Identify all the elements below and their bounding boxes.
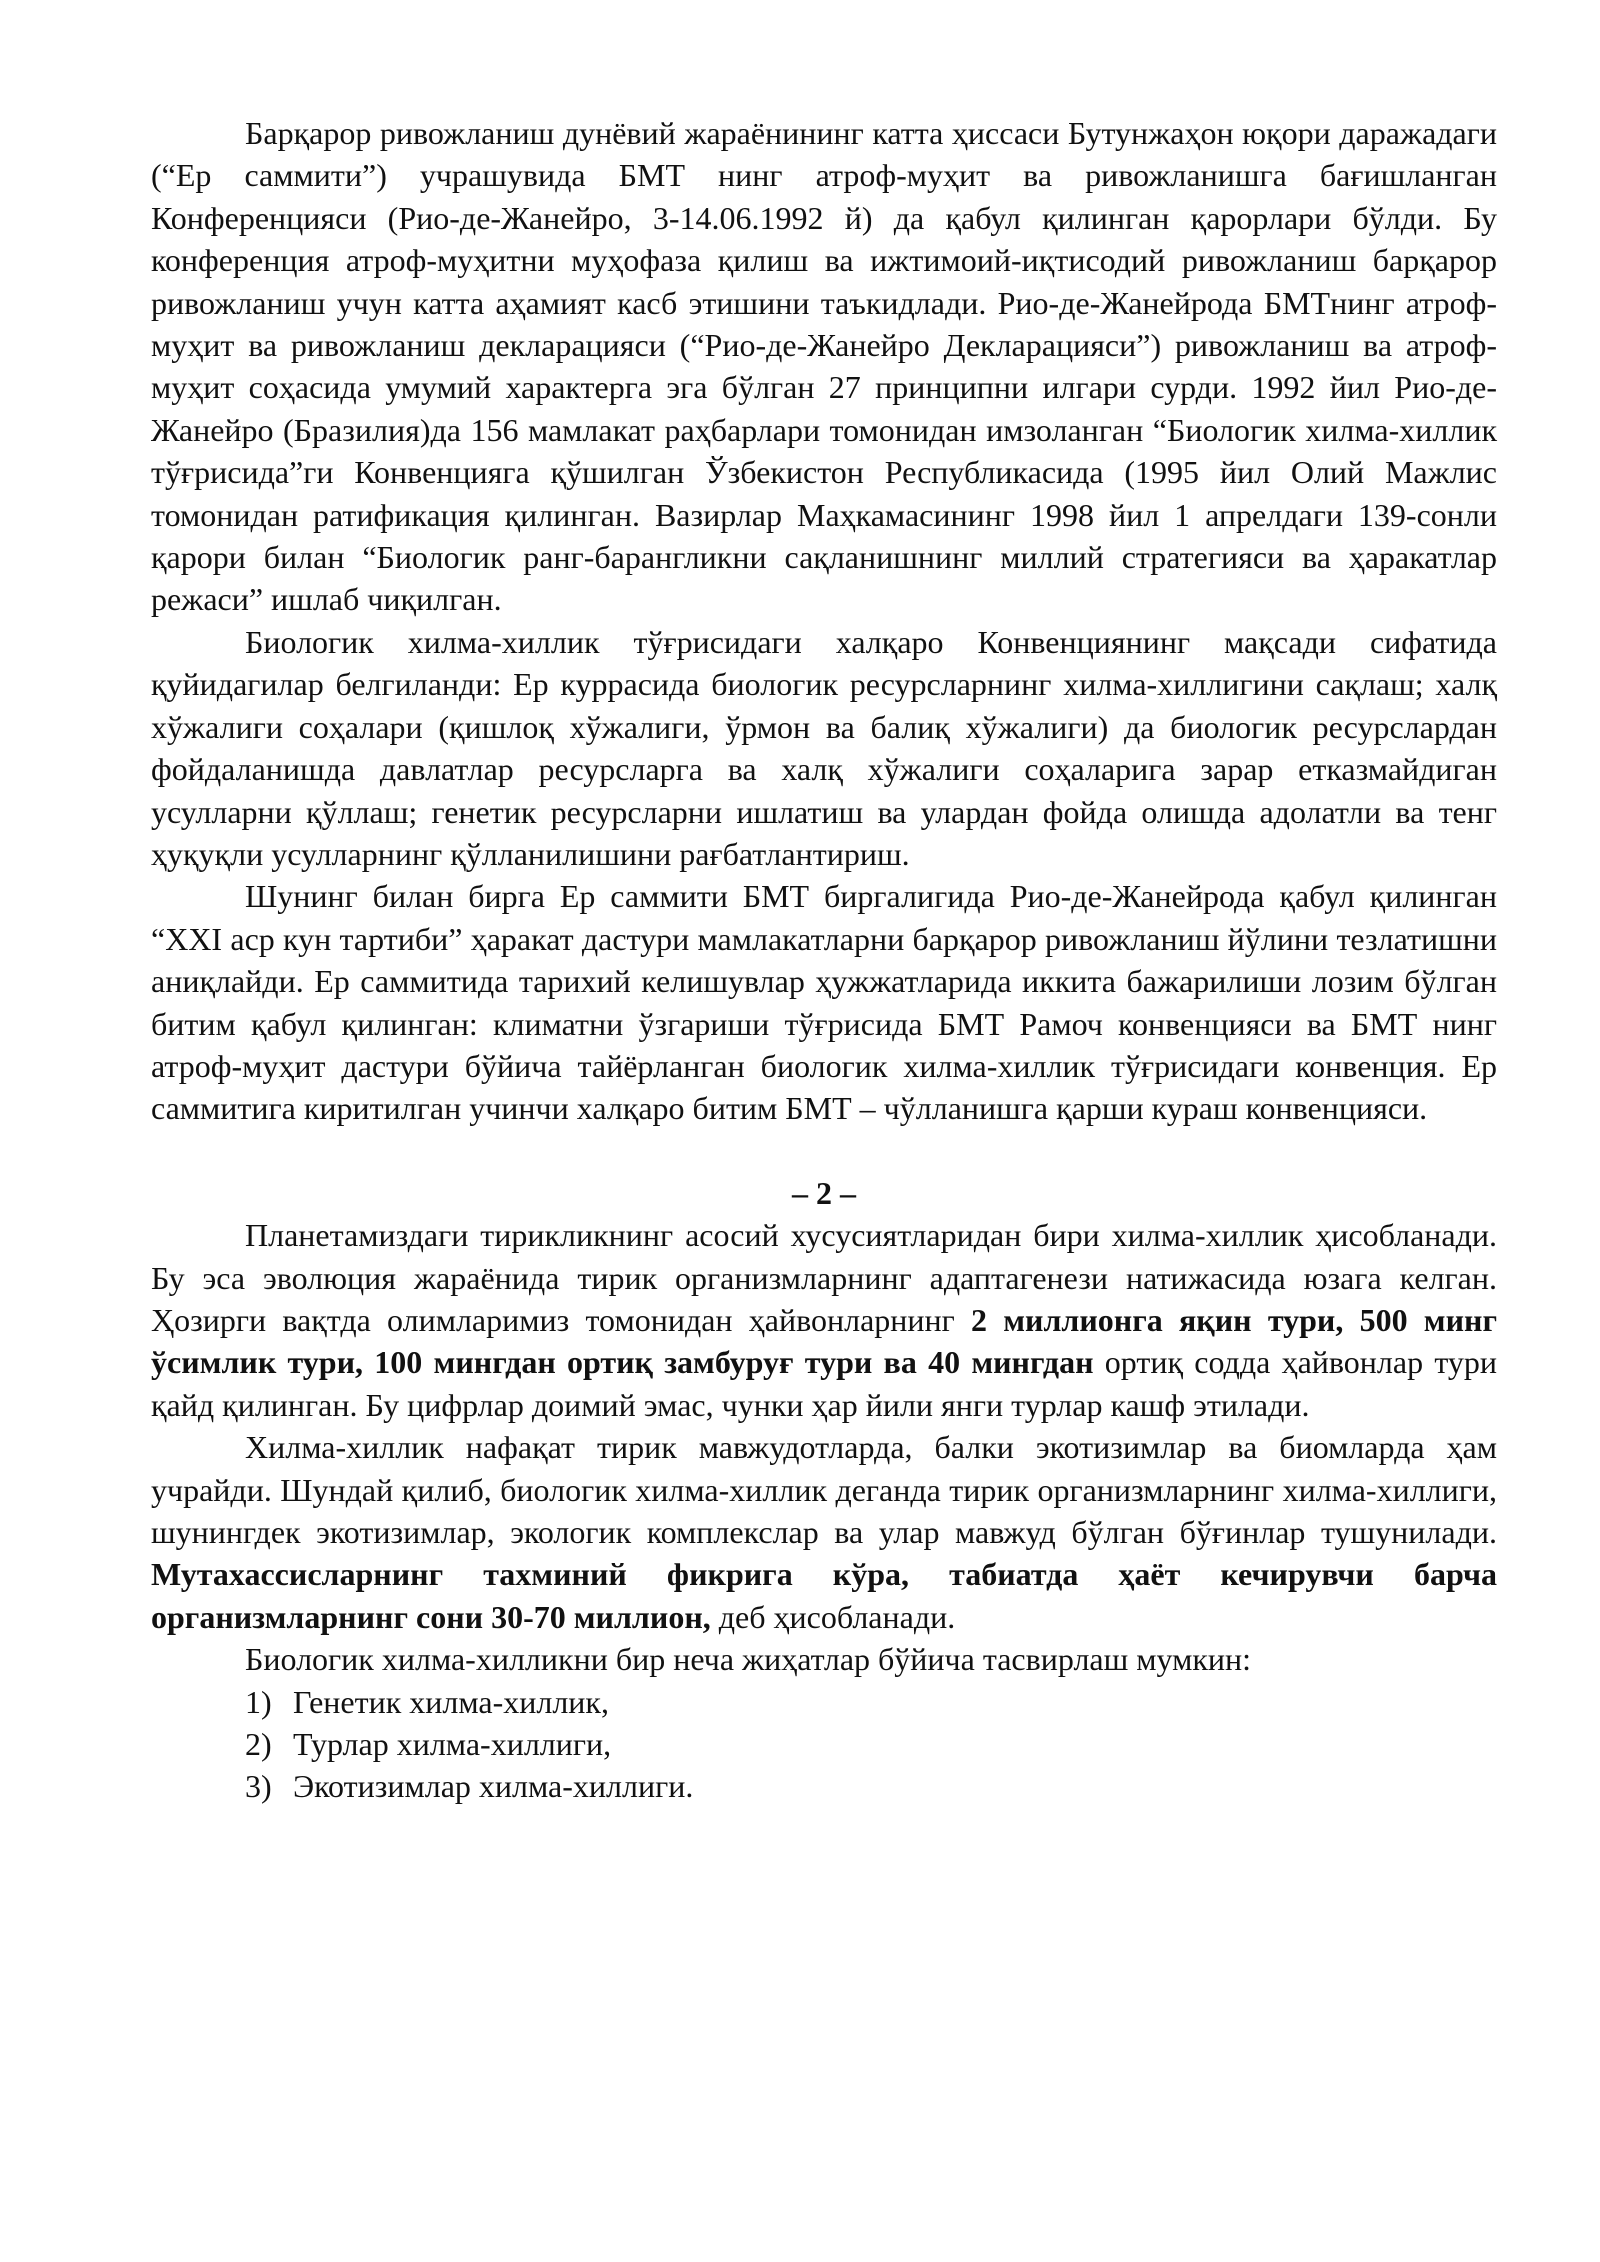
paragraph-ecosystem-diversity: [151, 1426, 1497, 1638]
list-item-text: Генетик хилма-хиллик,: [293, 1683, 609, 1720]
text-run: ортиқ содда ҳайвонлар тури қайд қилинган. Бу цифрлар доимий эмас, чунки ҳар йили янги турлар кашф этилади.: [151, 1344, 1498, 1423]
aspects-list: [151, 1681, 1497, 1808]
list-item-text: Турлар хилма-хиллиги,: [293, 1726, 612, 1763]
document-page: [151, 112, 1497, 1808]
text-run: Хилма-хиллик нафақат тирик мавжудотларда, балки экотизимлар ва биомларда ҳам учрайди. Шундай қилиб, биологик хилма-хиллик деганда тирик организмларнинг хилма-хиллиги, шунингдек экотизимлар, экологик комплекслар ва улар мавжуд бўлган бўғинлар тушунилади.: [151, 1429, 1497, 1550]
text-run: деб ҳисобланади.: [710, 1598, 956, 1635]
paragraph-rio-summit: Барқарор ривожланиш дунёвий жараёнининг катта ҳиссаси Бутунжаҳон юқори даражадаги (“Ер саммити”) учрашувида БМТ нинг атроф-муҳит ва ривожланишга бағишланган Конференцияси (Рио-де-Жанейро, 3-14.06.1992 й) да қабул қилинган қарорлари бўлди. Бу конференция атроф-муҳитни муҳофаза қилиш ва ижтимоий-иқтисодий ривожланиш барқарор ривожланиш учун катта аҳамият касб этишини таъкидлади. Рио-де-Жанейрода БМТнинг атроф-муҳит ва ривожланиш декларацияси (“Рио-де-Жанейро Декларацияси”) ривожланиш ва атроф-муҳит соҳасида умумий характерга эга бўлган 27 принципни илгари сурди. 1992 йил Рио-де-Жанейро (Бразилия)да 156 мамлакат раҳбарлари томонидан имзоланган “Биологик хилма-хиллик тўғрисида”ги Конвенцияга қўшилган Ўзбекистон Республикасида (1995 йил Олий Мажлис томонидан ратификация қилинган. Вазирлар Маҳкамасининг 1998 йил 1 апрелдаги 139-сонли қарори билан “Биологик ранг-барангликни сақланишнинг миллий стратегияси ва ҳаракатлар режаси” ишлаб чиқилган.: [151, 115, 1497, 618]
bold-text-run: Мутахассисларнинг тахминий фикрига кўра, табиатда ҳаёт кечирувчи барча организмларнинг сони 30-70 миллион,: [151, 1556, 1497, 1635]
list-item-number: 1): [245, 1683, 272, 1720]
text-run: Планетамиздаги тирикликнинг асосий хусусиятларидан бири хилма-хиллик ҳисобланади. Бу эса эволюция жараёнида тирик организмларнинг адаптагенези натижасида юзага келган. Ҳозирги вақтда олимларимиз томонидан ҳайвонларнинг: [151, 1217, 1497, 1338]
list-item: [151, 1765, 1497, 1807]
paragraph-aspects-intro: Биологик хилма-хилликни бир неча жиҳатлар бўйича тасвирлаш мумкин:: [245, 1641, 1252, 1678]
paragraph-convention-goals: Биологик хилма-хиллик тўғрисидаги халқаро Конвенциянинг мақсади сифатида қуйидагилар белгиланди: Ер куррасида биологик ресурсларнинг хилма-хиллигини сақлаш; халқ хўжалиги соҳалари (қишлоқ хўжалиги, ўрмон ва балиқ хўжалиги) да биологик ресурслардан фойдаланишда давлатлар ресурсларга ва халқ хўжалиги соҳаларига зарар етказмайдиган усулларни қўллаш; генетик ресурсларни ишлатиш ва улардан фойда олишда адолатли ва тенг ҳуқуқли усулларнинг қўлланилишини рағбатлантириш.: [151, 623, 1497, 872]
section-number: – 2 –: [792, 1174, 856, 1211]
list-item-number: 2): [245, 1726, 272, 1763]
paragraph-agenda-21: Шунинг билан бирга Ер саммити БМТ биргалигида Рио-де-Жанейрода қабул қилинган “XXI аср кун тартиби” ҳаракат дастури мамлакатларни барқарор ривожланиш йўлини тезлатишни аниқлайди. Ер саммитида тарихий келишувлар ҳужжатларида иккита бажарилиши лозим бўлган битим қабул қилинган: климатни ўзгариши тўғрисида БМТ Рамоч конвенцияси ва БМТ нинг атроф-муҳит дастури бўйича тайёрланган биологик хилма-хиллик тўғрисидаги конвенция. Ер саммитига киритилган учинчи халқаро битим БМТ – чўлланишга қарши кураш конвенцияси.: [151, 878, 1497, 1127]
spacer: [151, 1130, 1497, 1172]
list-item-text: Экотизимлар хилма-хиллиги.: [293, 1768, 694, 1805]
list-item: [151, 1723, 1497, 1765]
list-item-number: 3): [245, 1768, 272, 1805]
bold-text-run: 2 миллионга яқин тури, 500 минг ўсимлик тури, 100 мингдан ортиқ замбуруғ тури ва 40 мингдан: [151, 1301, 1498, 1381]
list-item: [151, 1681, 1497, 1723]
paragraph-diversity-counts: [151, 1214, 1497, 1426]
